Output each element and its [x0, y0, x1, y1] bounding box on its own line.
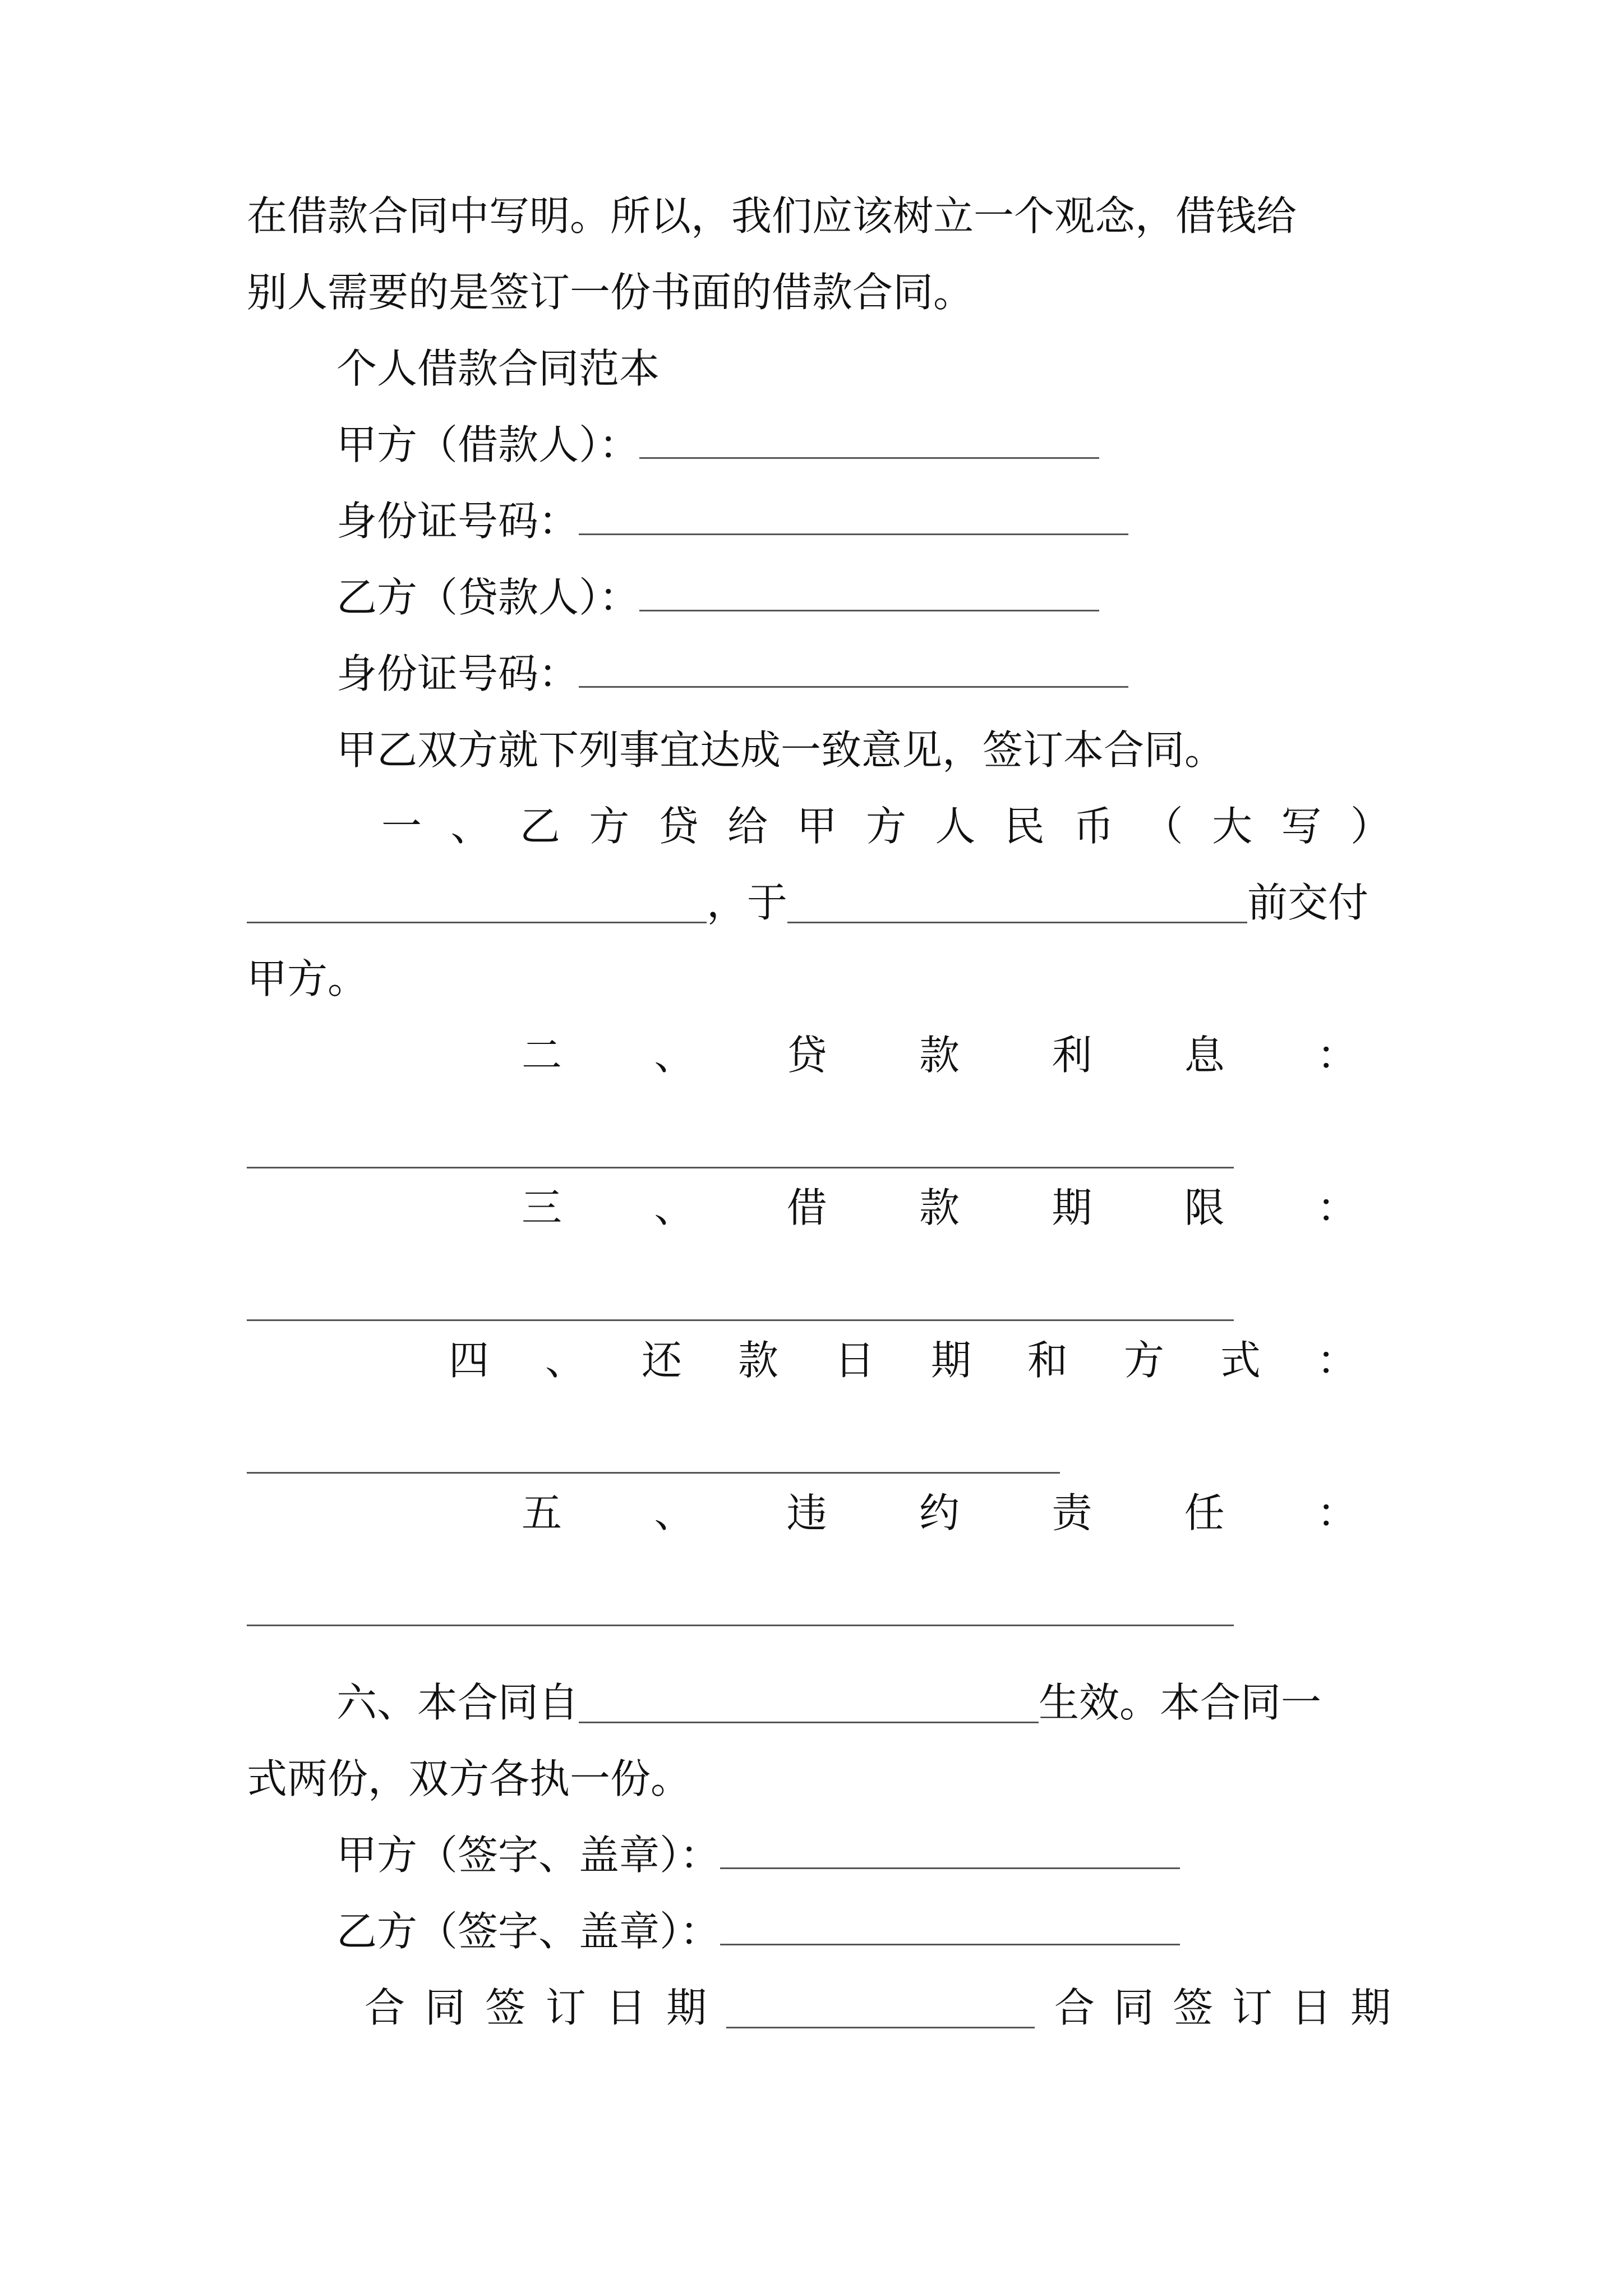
agreement-statement: 甲乙双方就下列事宜达成一致意见，签订本合同。: [336, 726, 1225, 774]
clause-1-char: 币: [1073, 803, 1114, 850]
sign-date-char: 合: [365, 1984, 405, 2031]
clause-2-char: 息: [1184, 1032, 1225, 1079]
clause-4-char: 四: [449, 1337, 490, 1384]
clause-5-char: 违: [786, 1489, 827, 1536]
clause-5-char: 任: [1184, 1489, 1225, 1536]
sign-date-char: 期: [1350, 1984, 1391, 2031]
party-b-blank: [639, 570, 1099, 611]
delivery-date-blank: [787, 882, 1247, 923]
clause-6-line-2: 式两份，双方各执一份。: [247, 1755, 691, 1802]
clause-1-char: 方: [589, 803, 630, 850]
amount-blank: [247, 882, 707, 923]
sign-date-char: 日: [1291, 1984, 1332, 2031]
clause-3-char: 三: [522, 1184, 562, 1231]
clause-5-char: 五: [522, 1489, 562, 1536]
sign-date-label-a: [365, 1977, 707, 2039]
clause-1-char: 大: [1212, 803, 1253, 850]
clause-1-char: 写: [1281, 803, 1322, 850]
party-b-id-label: 身份证号码：: [336, 650, 579, 697]
clause-4-char: 日: [834, 1337, 875, 1384]
clause-1-char: 人: [935, 803, 976, 850]
effective-date-blank: [579, 1682, 1039, 1723]
party-b-label: 乙方（贷款人）：: [336, 574, 640, 621]
clause-5-char: ：: [1316, 1489, 1357, 1536]
clause-2-char: 贷: [786, 1032, 827, 1079]
clause-5-blank: [247, 1625, 1234, 1626]
clause-3-char: 、: [654, 1184, 695, 1231]
clause-4-char: 和: [1027, 1337, 1068, 1384]
party-b-id-blank: [579, 647, 1128, 688]
contract-title: 个人借款合同范本: [336, 345, 660, 392]
clause-3-heading: [522, 1177, 1357, 1239]
clause-1-char: 甲: [796, 803, 837, 850]
sign-date-label-b: [1054, 1977, 1391, 2039]
clause-2-heading: [522, 1024, 1357, 1086]
clause-4-char: 式: [1220, 1337, 1261, 1384]
clause-1-mid: ，于: [707, 879, 788, 926]
sign-date-line: [365, 1977, 1391, 2039]
sign-date-char: 订: [545, 1984, 586, 2031]
sign-date-char: 日: [606, 1984, 647, 2031]
clause-2-char: 利: [1052, 1032, 1092, 1079]
clause-3-char: 期: [1052, 1184, 1092, 1231]
sign-b-blank: [720, 1904, 1180, 1945]
clause-1-end: 前交付: [1247, 879, 1369, 926]
intro-line-1: 在借款合同中写明。所以，我们应该树立一个观念，借钱给: [247, 192, 1297, 240]
clause-4-char: ：: [1316, 1337, 1357, 1384]
party-a-blank: [639, 418, 1099, 459]
sign-date-char: 同: [425, 1984, 465, 2031]
clause-1-heading: [381, 795, 1391, 857]
clause-6-end: 生效。本合同一: [1039, 1679, 1322, 1726]
clause-1-char: 乙: [519, 803, 560, 850]
sign-date-char: 订: [1232, 1984, 1272, 2031]
clause-6-line-1: [336, 1672, 1391, 1733]
clause-4-heading: [449, 1329, 1357, 1391]
clause-3-char: 限: [1184, 1184, 1225, 1231]
clause-1-char: 给: [727, 803, 768, 850]
clause-3-blank: [247, 1319, 1234, 1321]
sign-date-char: 签: [1173, 1984, 1214, 2031]
clause-4-char: 方: [1123, 1337, 1164, 1384]
clause-1-char: 、: [450, 803, 491, 850]
clause-1-char: ）: [1350, 803, 1391, 850]
intro-line-2: 别人需要的是签订一份书面的借款合同。: [247, 269, 974, 316]
sign-date-blank: [726, 1987, 1035, 2028]
clause-5-char: 责: [1052, 1489, 1092, 1536]
clause-1-char: 一: [381, 803, 422, 850]
clause-4-char: 还: [641, 1337, 682, 1384]
sign-b-field: [336, 1901, 1391, 1962]
sign-b-label: 乙方（签字、盖章）：: [336, 1908, 721, 1955]
clause-2-char: 款: [919, 1032, 960, 1079]
clause-2-blank: [247, 1167, 1234, 1168]
clause-1-char: 贷: [658, 803, 699, 850]
sign-date-char: 合: [1054, 1984, 1095, 2031]
clause-4-blank: [247, 1472, 1060, 1474]
clause-4-char: 、: [545, 1337, 585, 1384]
clause-1-char: （: [1142, 803, 1183, 850]
clause-2-char: 二: [522, 1032, 562, 1079]
sign-date-char: 同: [1113, 1984, 1154, 2031]
clause-3-char: ：: [1316, 1184, 1357, 1231]
party-a-id-blank: [579, 494, 1128, 535]
sign-date-char: 期: [666, 1984, 707, 2031]
clause-2-char: 、: [654, 1032, 695, 1079]
sign-a-blank: [720, 1828, 1180, 1869]
clause-4-char: 期: [930, 1337, 971, 1384]
party-b-id-field: [336, 643, 1391, 705]
party-a-id-label: 身份证号码：: [336, 498, 579, 545]
clause-5-heading: [522, 1482, 1357, 1544]
clause-3-char: 借: [786, 1184, 827, 1231]
clause-3-char: 款: [919, 1184, 960, 1231]
clause-5-char: 、: [654, 1489, 695, 1536]
clause-1-line-2: [247, 872, 1391, 933]
clause-1-line-3: 甲方。: [247, 955, 368, 1002]
sign-a-label: 甲方（签字、盖章）：: [336, 1832, 721, 1879]
clause-2-char: ：: [1316, 1032, 1357, 1079]
party-a-id-field: [336, 490, 1391, 552]
party-b-field: [336, 567, 1391, 628]
party-a-label: 甲方（借款人）：: [336, 421, 640, 468]
sign-date-char: 签: [485, 1984, 526, 2031]
clause-6-start: 六、本合同自: [336, 1679, 579, 1726]
clause-1-char: 方: [865, 803, 906, 850]
clause-4-char: 款: [737, 1337, 778, 1384]
clause-5-char: 约: [919, 1489, 960, 1536]
clause-1-char: 民: [1004, 803, 1045, 850]
sign-a-field: [336, 1824, 1391, 1886]
party-a-field: [336, 414, 1391, 476]
